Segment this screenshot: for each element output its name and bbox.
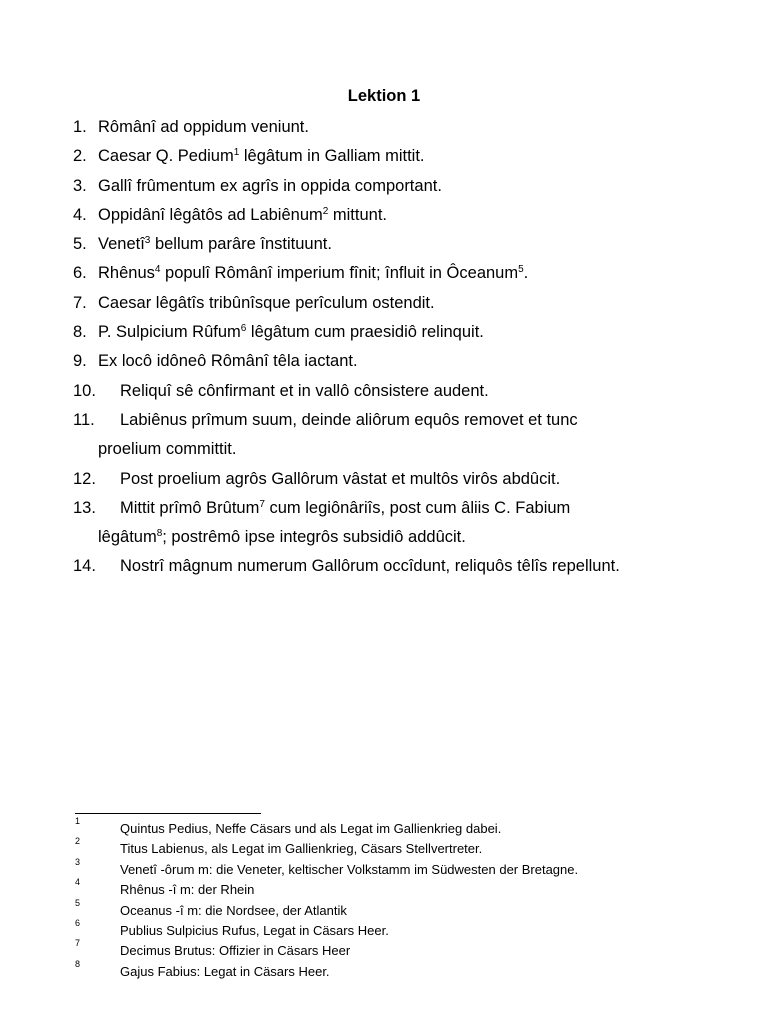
footnote-text: Titus Labienus, als Legat im Gallienkrieg, Cäsars Stellvertreter. xyxy=(120,841,483,857)
sentence-text: Post proelium agrôs Gallôrum vâstat et multôs virôs abdûcit. xyxy=(120,469,561,488)
sentence-item xyxy=(73,201,713,230)
sentence-number: 5. xyxy=(73,235,87,254)
footnote xyxy=(75,899,735,919)
sentence-item xyxy=(73,552,713,581)
sentence-item xyxy=(73,377,713,406)
footnote xyxy=(75,837,735,857)
sentence-number: 1. xyxy=(73,118,87,136)
footnote-reference: 6 xyxy=(240,323,247,335)
footnote-list xyxy=(75,817,735,980)
footnote-text: Gajus Fabius: Legat in Cäsars Heer. xyxy=(120,963,330,979)
sentence-number: 14. xyxy=(73,557,96,576)
footnote-reference: 1 xyxy=(233,147,240,159)
sentence-text: Mittit prîmô Brûtum$^7$ cum legiônâriîs, post cum âliis C. Fabium xyxy=(120,498,571,517)
footnote-reference: 5 xyxy=(518,264,524,276)
sentence-text: Rômânî ad oppidum veniunt. xyxy=(98,118,309,136)
footnote-text: Venetî -ôrum m: die Veneter, keltischer Volkstamm im Südwesten der Bretagne. xyxy=(120,861,579,877)
sentence-item xyxy=(73,259,713,288)
footnote-reference: 8 xyxy=(156,528,163,540)
footnote-text: Publius Sulpicius Rufus, Legat in Cäsars Heer. xyxy=(120,923,389,939)
sentence-text: Ex locô idôneô Rômânî têla iactant. xyxy=(98,352,358,371)
sentence-number: 3. xyxy=(73,176,87,195)
sentence-text: Oppidânî lêgâtôs ad Labiênum$^2$ mittunt. xyxy=(98,205,387,224)
sentence-text: Caesar lêgâtîs tribûnîsque perîculum ostendit. xyxy=(98,293,435,312)
footnote-mark: 6 xyxy=(75,918,81,929)
sentence-item xyxy=(73,465,713,494)
footnote-mark: 5 xyxy=(75,897,81,908)
footnote-mark: 7 xyxy=(75,938,81,949)
sentence-item xyxy=(73,406,713,435)
sentence-number: 11. xyxy=(73,410,95,429)
sentence-text: P. Sulpicium Rûfum$^6$ lêgâtum cum praesidiô relinquit. xyxy=(98,323,484,342)
sentence-number: 2. xyxy=(73,147,87,166)
sentence-number: 12. xyxy=(73,469,96,488)
sentence-number: 9. xyxy=(73,352,87,371)
sentence-number: 6. xyxy=(73,264,87,283)
sentence-item xyxy=(73,289,713,318)
footnote xyxy=(75,858,735,878)
footnote-mark: 3 xyxy=(75,856,81,867)
sentence-item xyxy=(73,230,713,259)
footnote-text: Rhênus -î m: der Rhein xyxy=(120,882,255,898)
sentence-item xyxy=(73,113,713,142)
footnote-separator xyxy=(75,813,261,814)
sentence-number: 13. xyxy=(73,498,96,517)
footnote xyxy=(75,939,735,959)
sentence-number: 8. xyxy=(73,323,87,342)
footnote xyxy=(75,919,735,939)
footnote-mark: 1 xyxy=(75,816,81,826)
sentence-number: 7. xyxy=(73,293,87,312)
footnote-text: Quintus Pedius, Neffe Cäsars und als Legat im Gallienkrieg dabei. xyxy=(120,821,502,836)
footnote-mark: 8 xyxy=(75,958,81,969)
sentence-continuation: lêgâtum$^8$; postrêmô ipse integrôs subsidiô addûcit. xyxy=(98,528,466,547)
footnote-reference: 3 xyxy=(144,235,151,247)
footnote xyxy=(75,817,735,837)
footnote-reference: 7 xyxy=(259,498,265,510)
sentence-number: 10. xyxy=(73,381,96,400)
sentence-number: 4. xyxy=(73,205,87,224)
sentence-item xyxy=(73,142,713,171)
sentence-item xyxy=(73,494,713,523)
footnote xyxy=(75,960,735,980)
sentence-list xyxy=(73,113,713,582)
sentence-text: Caesar Q. Pedium$^1$ lêgâtum in Galliam mittit. xyxy=(98,147,425,166)
footnote-reference: 4 xyxy=(154,264,161,276)
footnote-reference: 2 xyxy=(322,205,329,217)
sentence-text: Nostrî mâgnum numerum Gallôrum occîdunt, reliquôs têlîs repellunt. xyxy=(120,557,620,576)
sentence-item xyxy=(73,318,713,347)
sentence-text: Reliquî sê cônfirmant et in vallô cônsistere audent. xyxy=(120,381,489,400)
sentence-item xyxy=(73,347,713,376)
page-title: Lektion 1 xyxy=(347,87,421,105)
sentence-text: Labiênus prîmum suum, deinde aliôrum equôs removet et tunc xyxy=(120,410,578,429)
sentence-text: Gallî frûmentum ex agrîs in oppida comportant. xyxy=(98,176,442,195)
sentence-text: Rhênus$^4$ populî Rômânî imperium fînit; înfluit in Ôceanum$^5$. xyxy=(98,264,529,283)
sentence-text: Venetî$^3$ bellum parâre înstituunt. xyxy=(98,235,332,254)
sentence-item xyxy=(73,172,713,201)
footnote xyxy=(75,878,735,898)
footnote-text: Decimus Brutus: Offizier in Cäsars Heer xyxy=(120,943,351,959)
footnote-mark: 2 xyxy=(75,836,81,847)
footnote-text: Oceanus -î m: die Nordsee, der Atlantik xyxy=(120,902,347,918)
sentence-continuation: proelium committit. xyxy=(98,440,237,459)
footnote-mark: 4 xyxy=(75,877,81,888)
